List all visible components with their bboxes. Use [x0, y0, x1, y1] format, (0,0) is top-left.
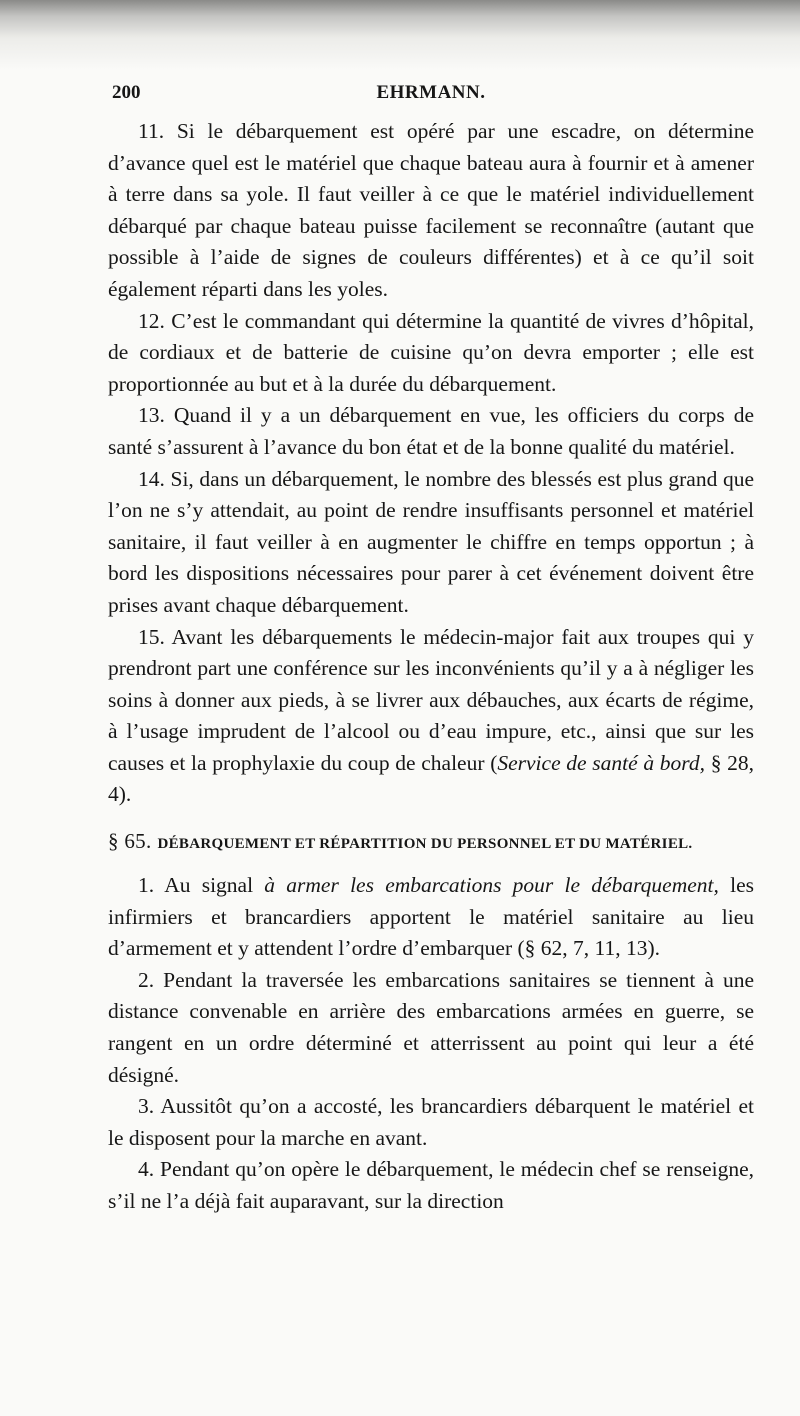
paragraph-1 — [108, 870, 754, 965]
paragraph-number: 3. — [138, 1094, 155, 1119]
running-title: EHRMANN. — [376, 82, 486, 103]
paragraph-14 — [108, 464, 754, 622]
citation-reference: § 28, 4). — [108, 750, 755, 807]
paragraph-13 — [108, 400, 754, 463]
book-page — [108, 82, 754, 1218]
page-number: 200 — [112, 82, 141, 103]
paragraph-4 — [108, 1154, 754, 1217]
paragraph-text: Si, dans un débarquement, le nombre des blessés est plus grand que l’on ne s’y attendait, au point de rendre insuffisants personnel et matériel sanitaire, il faut veiller à en augmenter le chiffre en temps opportun ; à bord les dispositions nécessaires pour parer à cet événement doivent être prises avant chaque débarquement. — [108, 466, 754, 617]
paragraph-lead: Au signal — [164, 873, 265, 898]
running-head — [108, 82, 754, 116]
paragraph-text: les infirmiers et brancardiers apportent le matériel sanitaire au lieu d’armement et y attendent l’ordre d’embarquer (§ 62, 7, 11, 13). — [108, 873, 754, 961]
paragraph-number: 15. — [138, 624, 165, 649]
paragraph-text: C’est le commandant qui détermine la quantité de vivres d’hôpital, de cordiaux et de batterie de cuisine qu’on devra emporter ; elle est proportionnée au but et à la durée du débarquement. — [108, 308, 755, 396]
paragraph-text: Aussitôt qu’on a accosté, les brancardiers débarquent le matériel et le disposent pour la marche en avant. — [108, 1094, 754, 1150]
paragraph-number: 13. — [138, 403, 165, 428]
scan-shadow — [0, 0, 800, 70]
paragraph-number: 14. — [138, 466, 165, 491]
paragraph-number: 1. — [138, 873, 155, 898]
paragraph-number: 12. — [138, 308, 165, 333]
signal-italic: à armer les embarcations pour le débarquement, — [264, 873, 719, 898]
paragraph-number: 11. — [138, 119, 165, 143]
paragraph-number: 4. — [138, 1157, 155, 1182]
paragraph-text: Quand il y a un débarquement en vue, les officiers du corps de santé s’assurent à l’avance du bon état et de la bonne qualité du matériel. — [108, 403, 754, 459]
paragraph-text: Pendant la traversée les embarcations sanitaires se tiennent à une distance convenable en arrière des embarcations armées en guerre, se rangent en un ordre déterminé et atterrissent au point qui leur a été désigné. — [108, 967, 755, 1087]
paragraph-text: Avant les débarquements le médecin-major fait aux troupes qui y prendront part une conférence sur les inconvénients qu’il y a à négliger les soins à donner aux pieds, à se livrer aux débauches, aux écarts de régime, à l’usage imprudent de l’alcool ou d’eau impure, etc., ainsi que sur les causes et la prophylaxie du coup de chaleur ( — [108, 624, 754, 775]
section-heading — [108, 825, 754, 860]
paragraph-15 — [108, 622, 754, 812]
section-number: § 65. — [108, 829, 152, 854]
paragraph-2 — [108, 965, 754, 1091]
section-title: DÉBARQUEMENT ET RÉPARTITION DU PERSONNEL ET DU MATÉRIEL. — [157, 836, 693, 853]
paragraph-number: 2. — [138, 967, 155, 992]
citation-italic: Service de santé à bord, — [497, 750, 705, 775]
paragraph-text: Pendant qu’on opère le débarquement, le médecin chef se renseigne, s’il ne l’a déjà fait auparavant, sur la direction — [108, 1157, 754, 1213]
paragraph-12 — [108, 306, 754, 401]
paragraph-text: Si le débarquement est opéré par une escadre, on détermine d’avance quel est le matériel que chaque bateau aura à fournir et à amener à terre dans sa yole. Il faut veiller à ce que le matériel individuellement débarqué par chaque bateau puisse facilement se reconnaître (autant que possible à l’aide de signes de couleurs différentes) et à ce qu’il soit également réparti dans les yoles. — [108, 119, 754, 301]
paragraph-11 — [108, 116, 754, 306]
paragraph-3 — [108, 1091, 754, 1154]
